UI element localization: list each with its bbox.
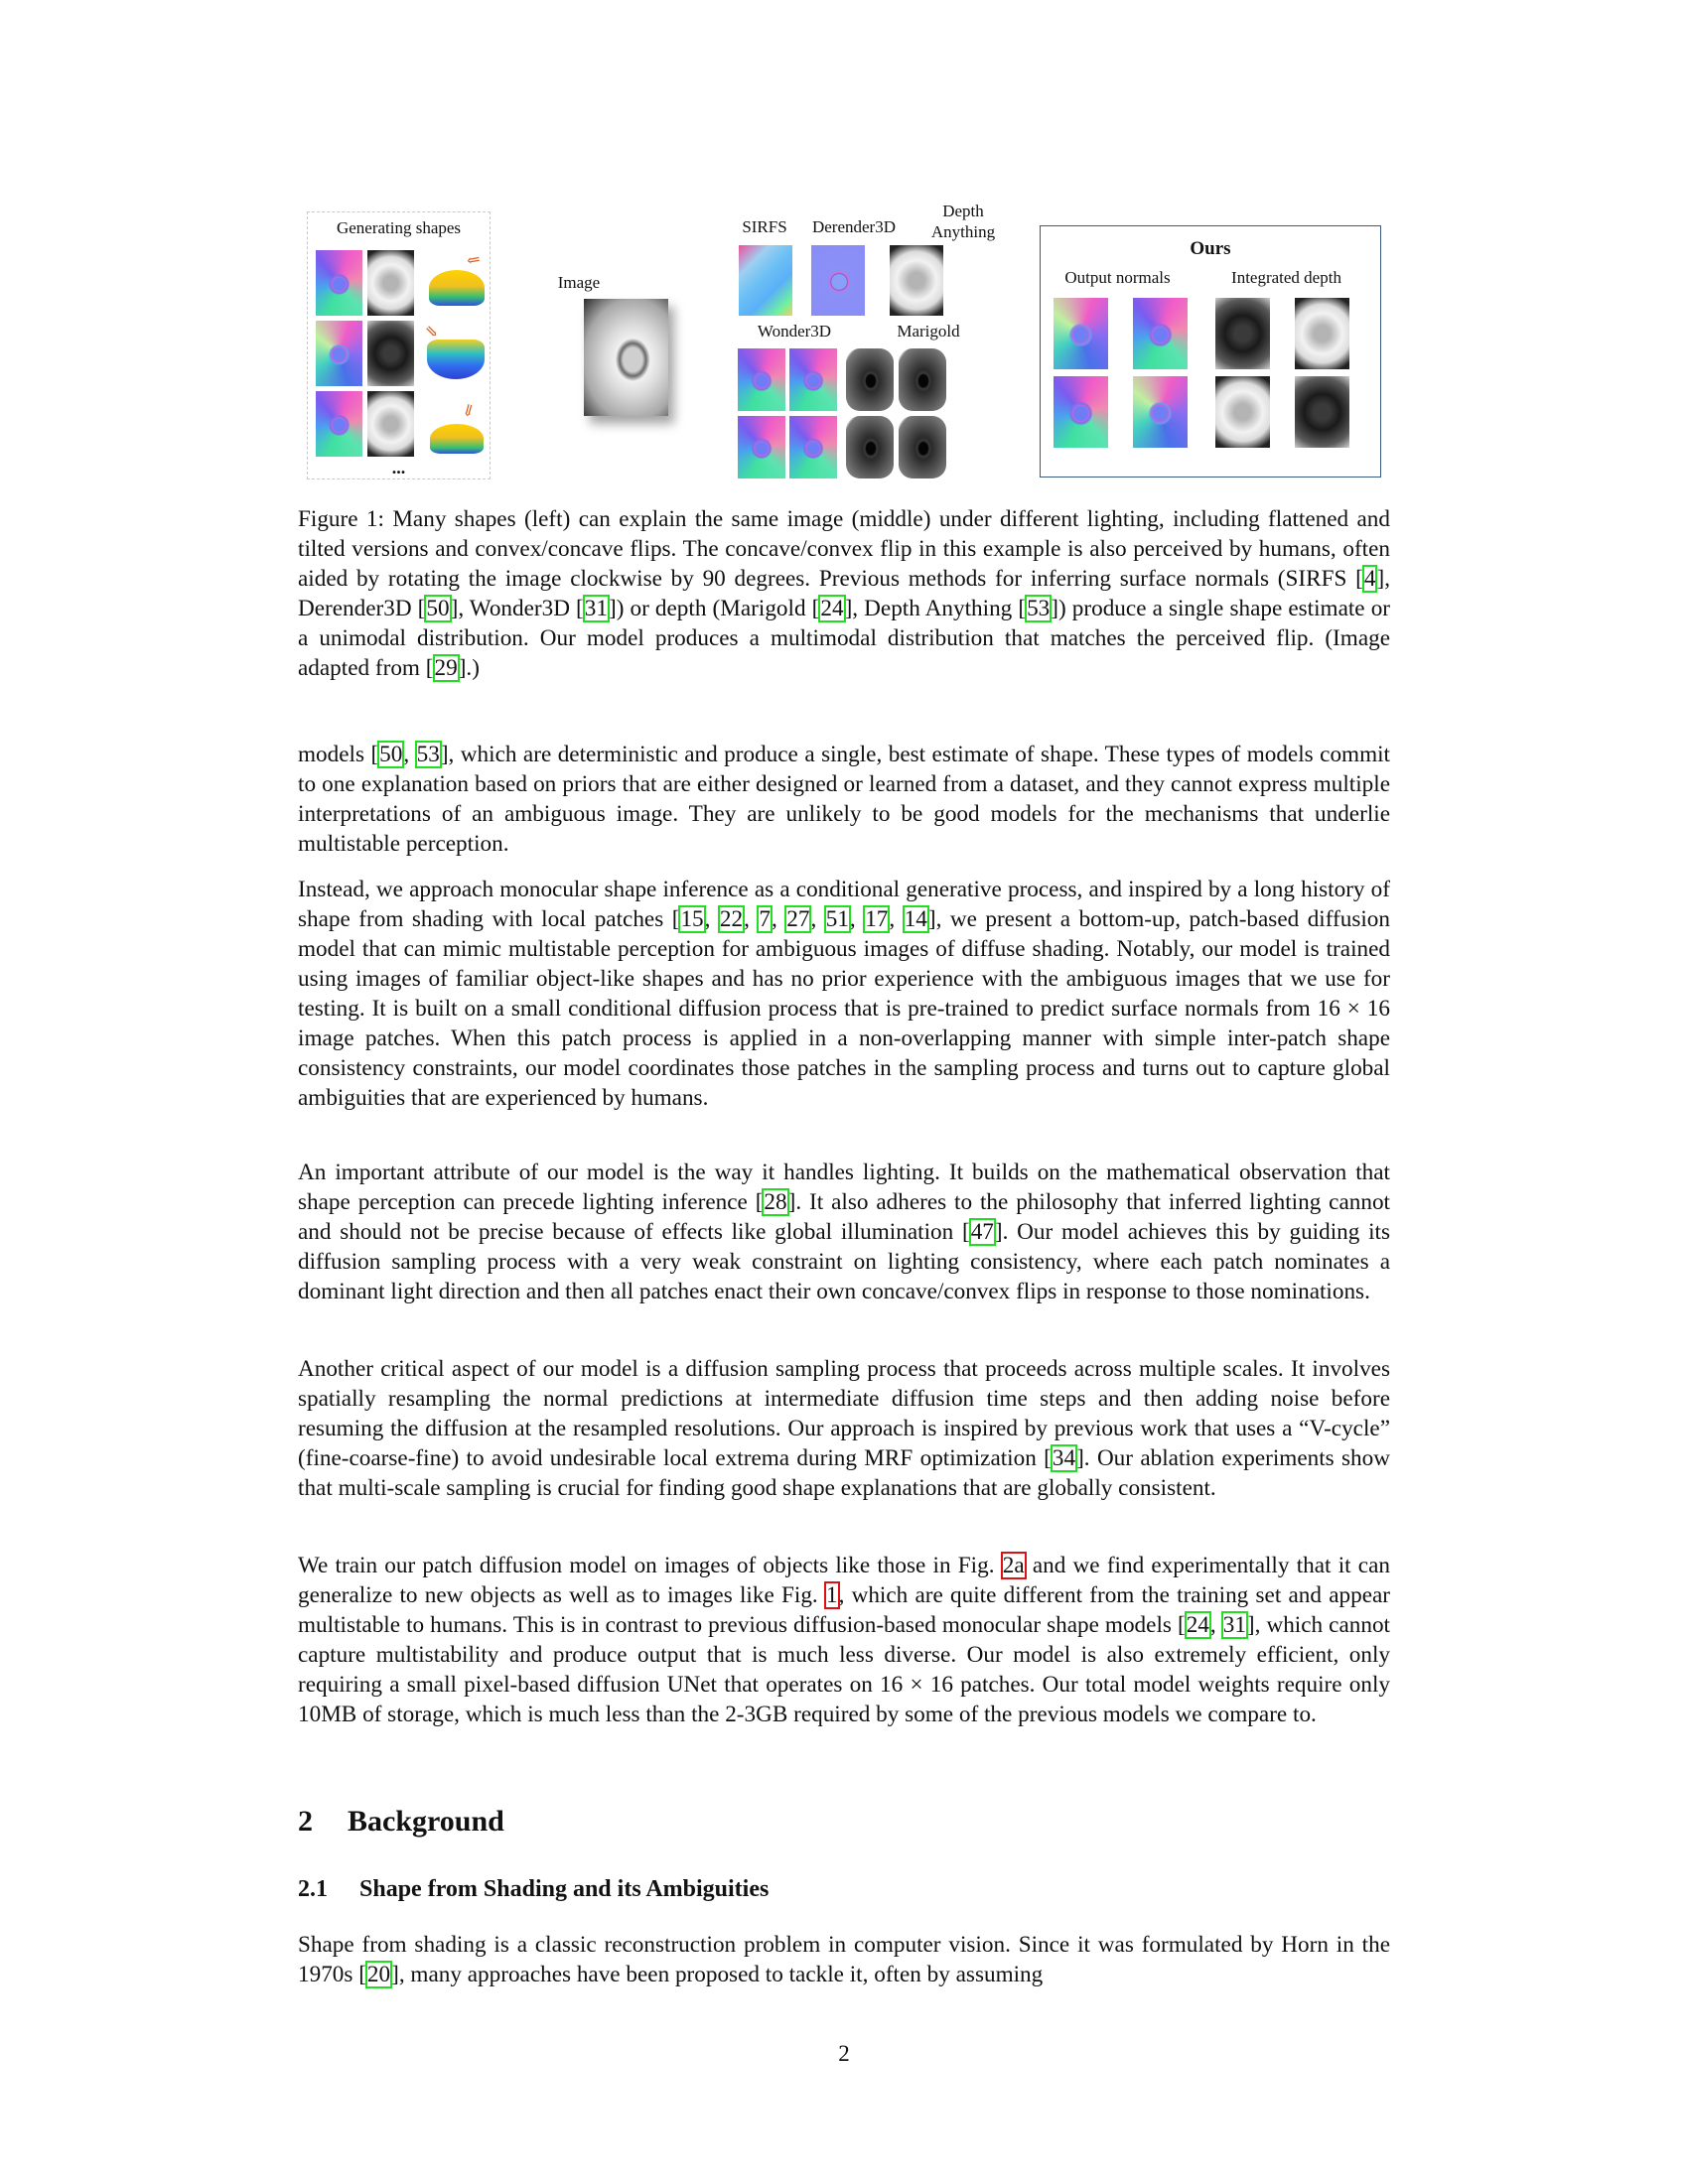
- citation-link[interactable]: 50: [426, 596, 450, 621]
- paragraph-text: ], many approaches have been proposed to tackle it, often by assuming: [391, 1962, 1044, 1987]
- sirfs-label: SIRFS: [742, 217, 787, 236]
- depth-anything-label-line1: Depth: [942, 202, 984, 220]
- generating-shapes-title: Generating shapes: [336, 218, 462, 237]
- paragraph-text: ], which are deterministic and produce a single, best estimate of shape. These types of models commit to one explanation based on priors that are either designed or learned from a dataset, and they cannot express multiple interpretations of an ambiguous image. They are unlikely to be good models for the mechanisms that underlie multistable perception.: [298, 742, 1390, 857]
- caption-text: ]) produce a single shape estimate or a unimodal distribution. Our model produces a multimodal distribution that matches the perceived flip. (Image adapted from [: [298, 596, 1391, 681]
- section-heading: [298, 1805, 504, 1839]
- citation-link[interactable]: 47: [970, 1219, 994, 1245]
- depth-map-3: [367, 391, 414, 457]
- paragraph-text: models [: [298, 742, 379, 767]
- paragraph-4: [298, 1354, 1390, 1503]
- paragraph-6: [298, 1930, 1390, 1989]
- ours-title: Ours: [1190, 238, 1231, 259]
- paragraph-text: ]. It also adheres to the philosophy that inferred lighting cannot and should not be precise because of effects like global illumination [: [298, 1189, 1390, 1245]
- generating-shapes-panel: [307, 211, 491, 479]
- paragraph-text: and we find experimentally that it can generalize to new objects as well as to images like Fig.: [298, 1553, 1390, 1608]
- output-normals-label: Output normals: [1064, 268, 1171, 287]
- marigold-label: Marigold: [897, 322, 960, 341]
- surface-plot-1: [429, 270, 485, 306]
- ours-depth-sample-3: [1215, 376, 1270, 448]
- citation-link[interactable]: 20: [366, 1962, 391, 1987]
- paragraph-text: , which are quite different from the training set and appear multistable to humans. This is in contrast to previous diffusion-based monocular shape models [: [298, 1582, 1390, 1638]
- citation-link[interactable]: 53: [1027, 596, 1051, 621]
- ours-panel: [1040, 225, 1381, 478]
- paragraph-text: An important attribute of our model is the way it handles lighting. It builds on the mathematical observation that shape perception can precede lighting inference [: [298, 1160, 1390, 1215]
- wonder3d-label: Wonder3D: [757, 322, 832, 341]
- figure-reference-link[interactable]: 1: [825, 1582, 838, 1608]
- ours-normal-sample-2: [1133, 298, 1188, 369]
- citation-link[interactable]: 50: [379, 742, 403, 767]
- paragraph-text: ]. Our ablation experiments show that multi-scale sampling is crucial for finding good shape explanations that are globally consistent.: [298, 1445, 1390, 1501]
- citation-link[interactable]: 4: [1363, 566, 1376, 592]
- integrated-depth-label: Integrated depth: [1231, 268, 1341, 287]
- ours-normal-sample-3: [1054, 376, 1108, 448]
- ours-depth-sample-4: [1295, 376, 1349, 448]
- light-arrows-icon: ⇙: [463, 249, 484, 272]
- subsection-number: 2.1: [298, 1876, 328, 1902]
- depth-anything-depth-map: [890, 245, 943, 316]
- marigold-sample-4: [899, 416, 946, 478]
- paragraph-5: [298, 1551, 1390, 1729]
- paragraph-text: Another critical aspect of our model is a diffusion sampling process that proceeds across multiple scales. It involves spatially resampling the normal predictions at intermediate diffusion time steps and then adding noise before resuming the diffusion at the resampled resolutions. Our approach is inspired by previous work that uses a “V-cycle” (fine-coarse-fine) to avoid undesirable local extrema during MRF optimization [: [298, 1356, 1390, 1471]
- caption-text: ], Depth Anything [: [844, 596, 1027, 621]
- depth-map-1: [367, 250, 414, 316]
- normal-map-3: [316, 391, 362, 457]
- paragraph-text: ,: [1209, 1612, 1222, 1638]
- wonder3d-sample-3: [738, 416, 785, 478]
- depth-anything-label-line2: Anything: [930, 222, 996, 241]
- paragraph-text: ,: [403, 742, 416, 767]
- ours-depth-sample-1: [1215, 298, 1270, 369]
- wonder3d-sample-2: [789, 348, 837, 411]
- citation-link[interactable]: 17: [865, 906, 889, 932]
- derender3d-label: Derender3D: [811, 217, 896, 236]
- citation-link[interactable]: 7: [759, 906, 771, 932]
- sirfs-normal-map: [739, 245, 792, 316]
- figure-1: [298, 199, 1400, 486]
- citation-link[interactable]: 14: [904, 906, 927, 932]
- citation-link[interactable]: 29: [434, 655, 458, 681]
- paragraph-2: Instead, we approach monocular shape inference as a conditional generative process, and inspired by a long history of shape from shading with local patches [15, 22, 7, 27, 51, 17, 14], we present a bottom-up, patch-based diffusion model that can mimic multistable perception for ambiguous images of diffuse shading. Notably, our model is trained using images of familiar object-like shapes and has no prior experience with the ambiguous images that we use for testing. It is built on a small conditional diffusion process that is pre-trained to predict surface normals from 16 × 16 image patches. When this patch process is applied in a non-overlapping manner with simple inter-patch shape consistency constraints, our model coordinates those patches in the sampling process and turns out to capture global ambiguities that are experienced by humans.: [298, 877, 1390, 1111]
- caption-text: ], Wonder3D [: [450, 596, 584, 621]
- citation-link[interactable]: 31: [1222, 1612, 1246, 1638]
- marigold-sample-3: [846, 416, 894, 478]
- citation-link[interactable]: 22: [719, 906, 744, 932]
- citation-link[interactable]: 27: [786, 906, 810, 932]
- input-shading-image: [584, 299, 668, 416]
- caption-text: ], Derender3D [: [298, 566, 1390, 621]
- normal-map-2: [316, 321, 362, 386]
- caption-text: ].): [458, 655, 480, 681]
- normal-map-1: [316, 250, 362, 316]
- paragraph-1: [298, 740, 1390, 859]
- caption-text: ]) or depth (Marigold [: [608, 596, 820, 621]
- citation-link[interactable]: 53: [416, 742, 440, 767]
- paragraph-text: We train our patch diffusion model on images of objects like those in Fig.: [298, 1553, 1002, 1578]
- derender3d-normal-map: [811, 245, 865, 316]
- citation-link[interactable]: 51: [825, 906, 849, 932]
- ours-depth-sample-2: [1295, 298, 1349, 369]
- citation-link[interactable]: 15: [680, 906, 704, 932]
- ours-normal-sample-4: [1133, 376, 1188, 448]
- citation-link[interactable]: 34: [1052, 1445, 1076, 1471]
- light-arrows-icon: ⇘: [425, 324, 439, 341]
- more-ellipsis: ...: [391, 458, 406, 478]
- marigold-sample-1: [846, 348, 894, 411]
- light-arrows-icon: ⇓: [459, 401, 478, 422]
- caption-text: Figure 1: Many shapes (left) can explain the same image (middle) under different lighting, including flattened and tilted versions and convex/concave flips. The concave/convex flip in this example is also perceived by humans, often aided by rotating the image clockwise by 90 degrees. Previous methods for inferring surface normals (SIRFS: [298, 506, 1390, 592]
- paragraph-text: ], which cannot capture multistability and produce output that is much less diverse. Our model is also extremely efficient, only requiring a small pixel-based diffusion UNet that operates on 16 × 16 patches. Our total model weights require only 10MB of storage, which is much less than the 2-3GB required by some of the previous models we compare to.: [298, 1612, 1390, 1727]
- wonder3d-sample-1: [738, 348, 785, 411]
- subsection-title: Shape from Shading and its Ambiguities: [359, 1876, 770, 1902]
- section-number: 2: [298, 1805, 313, 1838]
- figure-caption: Figure 1: Many shapes (left) can explain the same image (middle) under different lighting, including flattened and tilted versions and convex/concave flips. The concave/convex flip in this example is also perceived by humans, often aided by rotating the image clockwise by 90 degrees. Previous methods for inferring surface normals (SIRFS [4], Derender3D [50], Wonder3D [31]) or depth (Marigold [24], Depth Anything [53]) produce a single shape estimate or a unimodal distribution. Our model produces a multimodal distribution that matches the perceived flip. (Image adapted from [29].): [298, 506, 1391, 681]
- section-title: Background: [348, 1805, 504, 1838]
- paragraph-text: Instead, we approach monocular shape inference as a conditional generative process, and inspired by a long history of shape from shading with local patches [: [298, 877, 1390, 932]
- subsection-heading: [298, 1876, 769, 1903]
- paragraph-text: ]. Our model achieves this by guiding its diffusion sampling process with a very weak constraint on lighting consistency, where each patch nominates a dominant light direction and then all patches enact their own concave/convex flips in response to those nominations.: [298, 1219, 1391, 1304]
- ours-normal-sample-1: [1054, 298, 1108, 369]
- marigold-sample-2: [899, 348, 946, 411]
- surface-plot-3: [430, 424, 484, 454]
- citation-link[interactable]: 24: [820, 596, 844, 621]
- surface-plot-2: [427, 340, 485, 379]
- depth-anything-label: [923, 201, 1003, 242]
- image-title: Image: [557, 273, 601, 292]
- paragraph-3: [298, 1158, 1390, 1306]
- citation-link[interactable]: 24: [1186, 1612, 1209, 1638]
- depth-map-2: [367, 321, 414, 386]
- paragraph-text: Shape from shading is a classic reconstruction problem in computer vision. Since it was formulated by Horn in the 1970s [: [298, 1932, 1390, 1987]
- paragraph-text: ], we present a bottom-up, patch-based diffusion model that can mimic multistable perception for ambiguous images of diffuse shading. Notably, our model is trained using images of familiar object-like shapes and has no prior experience with the ambiguous images that we use for testing. It is built on a small conditional diffusion process that is pre-trained to predict surface normals from 16 × 16 image patches. When this patch process is applied in a non-overlapping manner with simple inter-patch shape consistency constraints, our model coordinates those patches in the sampling process and turns out to capture global ambiguities that are experienced by humans.: [298, 906, 1390, 1111]
- citation-link[interactable]: 28: [764, 1189, 787, 1215]
- page-number: 2: [838, 2041, 850, 2066]
- wonder3d-sample-4: [789, 416, 837, 478]
- citation-link[interactable]: 31: [584, 596, 608, 621]
- figure-reference-link[interactable]: 2a: [1002, 1553, 1025, 1578]
